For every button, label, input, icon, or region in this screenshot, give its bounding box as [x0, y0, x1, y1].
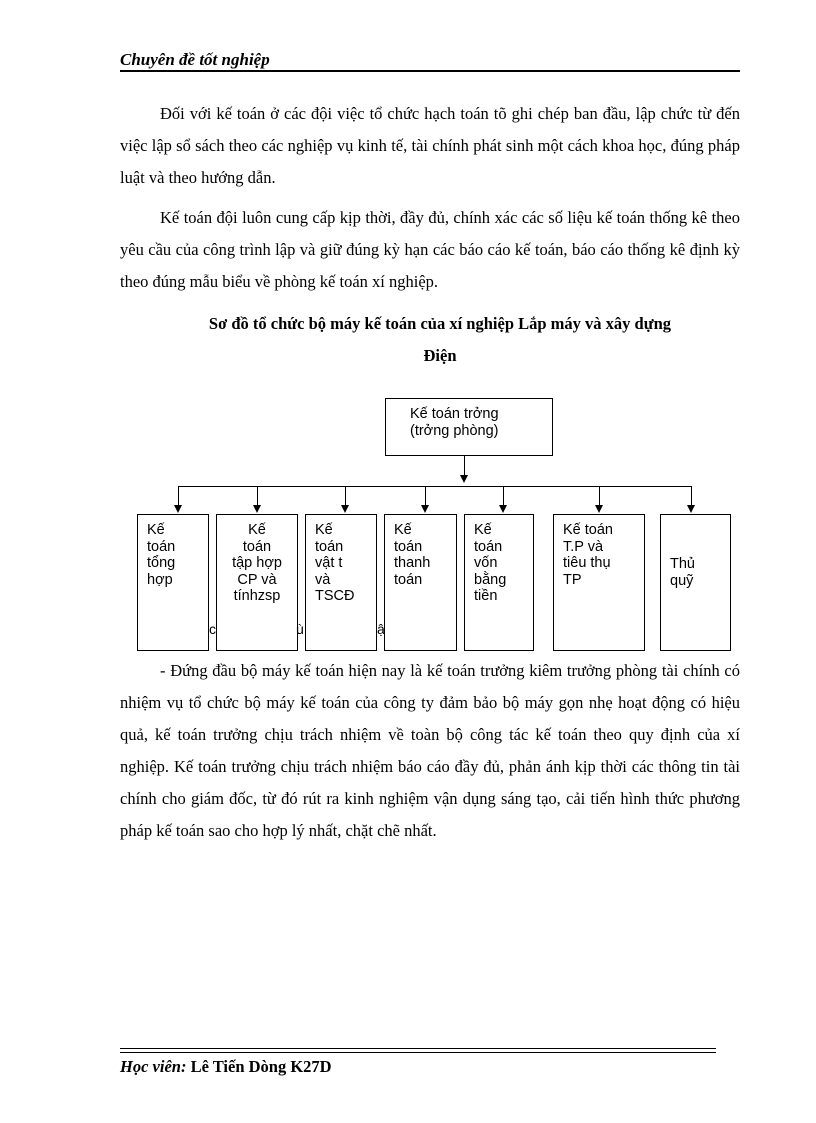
footer-label: Học viên: — [120, 1057, 187, 1076]
paragraph-3-text: - Đứng đầu bộ máy kế toán hiện nay là kế toán trưởng kiêm trưởng phòng tài chính có nhiệm vụ tổ chức bộ máy kế toán của công ty đảm bảo bộ máy gọn nhẹ hoạt động có hiệu quả, kế toán trưởng chịu trách nhiệm về toàn bộ công tác kế toán theo quy định của xí nghiệp. Kế toán trưởng chịu trách nhiệm báo cáo đầy đủ, phản ánh kịp thời các thông tin tài chính cho giám đốc, từ đó rút ra kinh nghiệm vận dụng sáng tạo, cải tiến hình thức phương pháp kế toán sao cho hợp lý nhất, chặt chẽ nhất. — [120, 661, 740, 840]
diagram-title-line1: Sơ đồ tổ chức bộ máy kế toán của xí nghiệp Lắp máy và xây dựng — [208, 314, 672, 333]
box-treasurer: Thủ quỹ — [660, 514, 731, 651]
connector-drop-5 — [503, 486, 504, 506]
box-chief-accountant: Kế toán trởng (trởng phòng) — [385, 398, 553, 456]
paragraph-2-text: Kế toán đội luôn cung cấp kịp thời, đầy đủ, chính xác các số liệu kế toán thống kê theo yêu cầu của công trình lập và giữ đúng kỳ hạn các báo cáo kế toán, báo cáo thống kê định kỳ theo đúng mẫu biểu về phòng kế toán xí nghiệp. — [120, 208, 740, 291]
footer-rule-bottom — [120, 1052, 716, 1053]
box-payment-accounting: Kế toán thanh toán — [384, 514, 457, 651]
paragraph-1 — [120, 98, 740, 194]
footer-author: Lê Tiến Dòng K27D — [190, 1057, 332, 1076]
connector-drop-7 — [691, 486, 692, 506]
connector-root-down — [464, 456, 465, 477]
box-products-sales: Kế toán T.P và tiêu thụ TP — [553, 514, 645, 651]
page-footer — [120, 1057, 332, 1077]
box-materials-fixed-assets: Kế toán vật t và TSCĐ — [305, 514, 377, 651]
page-header-title: Chuyên đề tốt nghiệp — [120, 50, 270, 69]
stray-fragment-1: c — [209, 621, 216, 637]
arrow-down-1 — [174, 505, 182, 513]
box-cash-accounting: Kế toán vốn bằng tiền — [464, 514, 534, 651]
connector-drop-6 — [599, 486, 600, 506]
diagram-title-line2: Điện — [423, 346, 457, 365]
arrow-down-6 — [595, 505, 603, 513]
box-cost-accounting: Kế toán tập hợp CP và tínhzsp — [216, 514, 298, 651]
arrow-down-2 — [253, 505, 261, 513]
connector-drop-1 — [178, 486, 179, 506]
connector-horizontal — [178, 486, 692, 487]
paragraph-1-text: Đối với kế toán ở các đội việc tổ chức hạch toán tõ ghi chép ban đầu, lập chức từ đến việc lập sổ sách theo các nghiệp vụ kinh tế, tài chính phát sinh một cách khoa học, đúng pháp luật và theo hướng dẫn. — [120, 104, 740, 187]
header-rule — [120, 70, 740, 72]
footer-rule-top — [120, 1048, 716, 1049]
arrow-root-down — [460, 475, 468, 483]
stray-fragment-2: ù — [296, 621, 304, 637]
arrow-down-4 — [421, 505, 429, 513]
box-general-accounting: Kế toán tổng hợp — [137, 514, 209, 651]
arrow-down-3 — [341, 505, 349, 513]
connector-drop-4 — [425, 486, 426, 506]
paragraph-2 — [120, 202, 740, 298]
arrow-down-5 — [499, 505, 507, 513]
stray-fragment-3: ậ — [377, 621, 385, 637]
paragraph-3 — [120, 655, 740, 847]
connector-drop-3 — [345, 486, 346, 506]
arrow-down-7 — [687, 505, 695, 513]
connector-drop-2 — [257, 486, 258, 506]
